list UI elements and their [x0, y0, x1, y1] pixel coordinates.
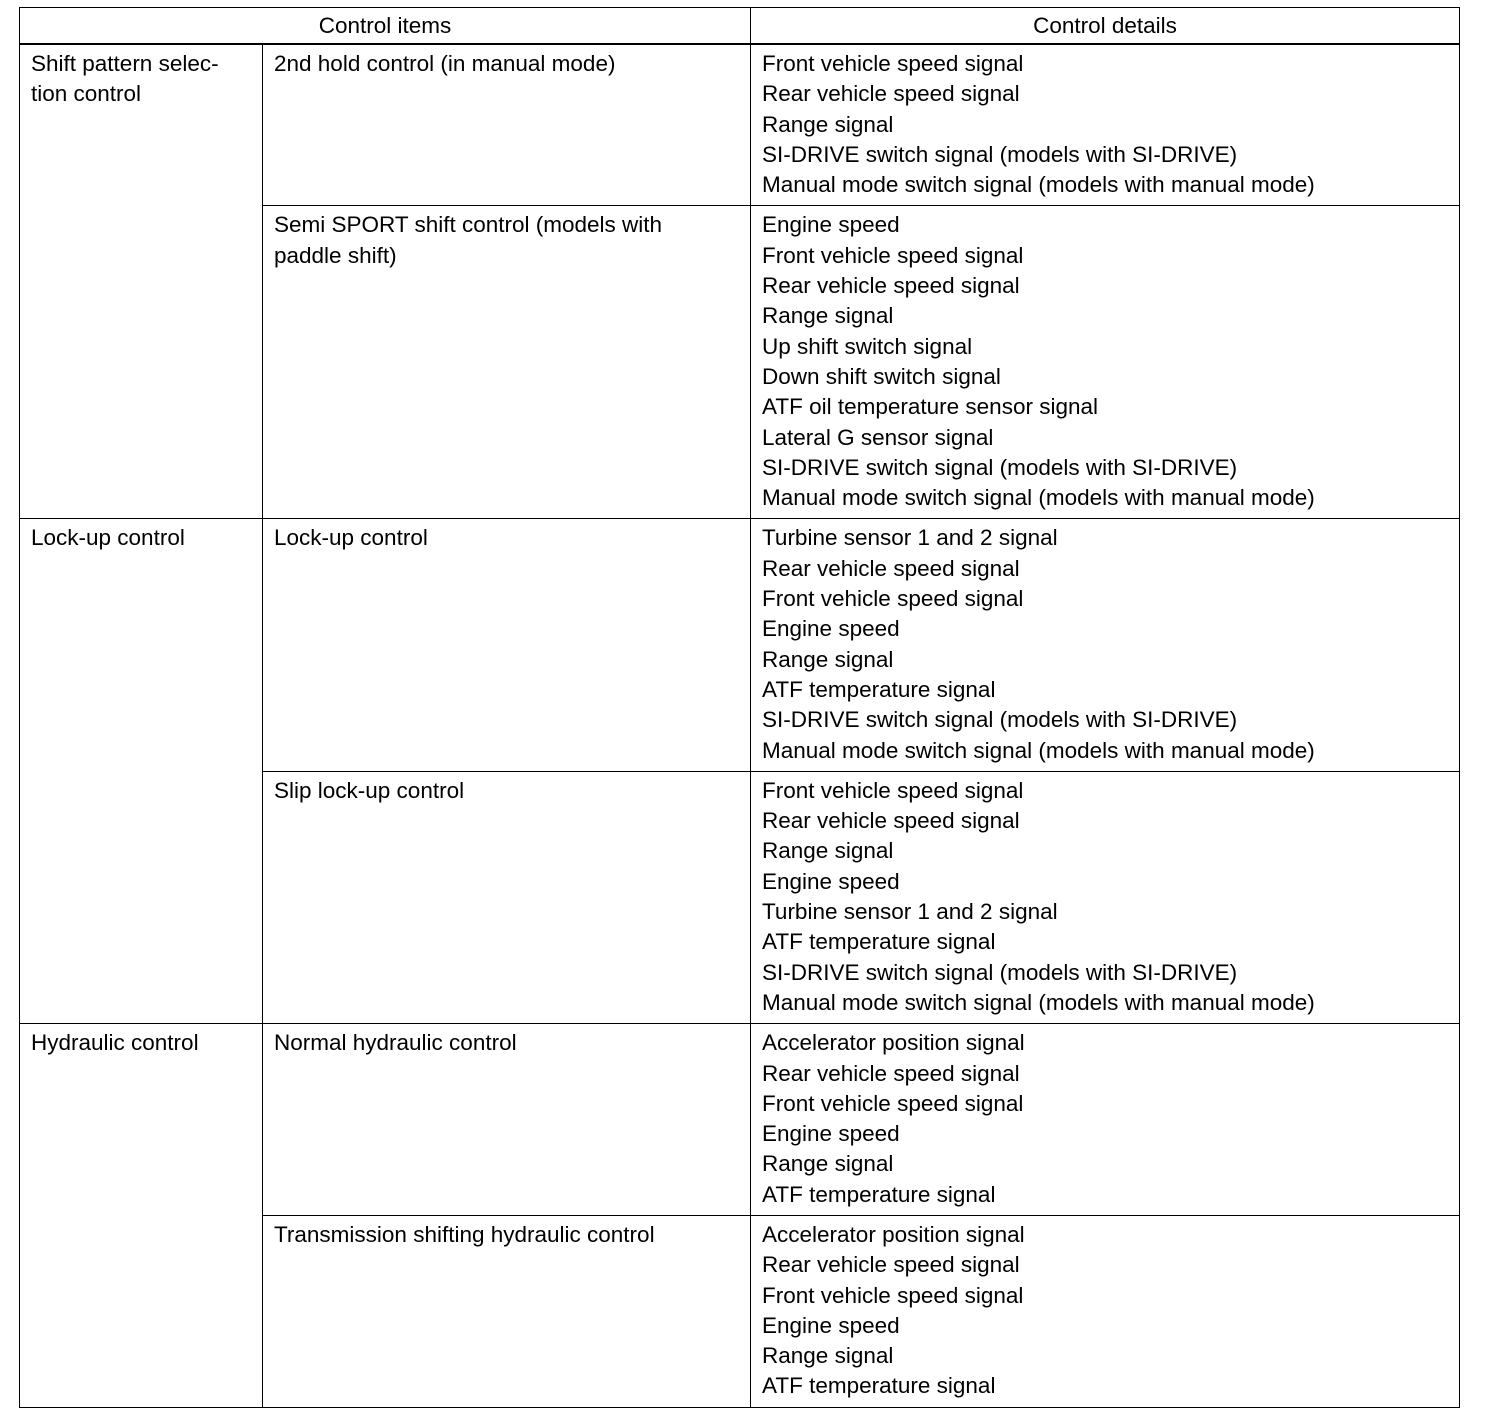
- control-detail-line: ATF temperature signal: [762, 1373, 996, 1399]
- control-detail-line: Rear vehicle speed signal: [762, 808, 1020, 834]
- control-detail-line: SI-DRIVE switch signal (models with SI-DRIVE): [762, 141, 1238, 167]
- control-details-cell: [751, 1215, 1460, 1407]
- table-row: [20, 44, 1460, 206]
- control-detail-line: Range signal: [762, 303, 894, 329]
- control-detail-line: Front vehicle speed signal: [762, 1090, 1024, 1116]
- text-line: Hydraulic control: [31, 1030, 199, 1056]
- control-detail-line: SI-DRIVE switch signal (models with SI-DRIVE): [762, 959, 1238, 985]
- control-detail-line: Rear vehicle speed signal: [762, 81, 1020, 107]
- control-detail-line: Turbine sensor 1 and 2 signal: [762, 899, 1058, 925]
- table-row: [20, 519, 1460, 771]
- control-item-cell: [263, 771, 751, 1023]
- text-line: paddle shift): [274, 242, 397, 268]
- control-table: [19, 7, 1460, 1408]
- control-detail-line: Manual mode switch signal (models with manual mode): [762, 172, 1315, 198]
- control-detail-line: Front vehicle speed signal: [762, 1282, 1024, 1308]
- text-line: Semi SPORT shift control (models with: [274, 212, 663, 238]
- control-detail-line: Engine speed: [762, 212, 900, 238]
- control-detail-line: Rear vehicle speed signal: [762, 273, 1020, 299]
- group-name: [31, 1028, 252, 1058]
- control-item-cell: [263, 519, 751, 771]
- control-detail-line: Front vehicle speed signal: [762, 777, 1024, 803]
- control-details-list: [762, 210, 1449, 513]
- control-item-name: [274, 523, 740, 553]
- text-line: Shift pattern selec-: [31, 51, 219, 76]
- control-detail-line: ATF temperature signal: [762, 676, 996, 702]
- control-detail-line: Rear vehicle speed signal: [762, 555, 1020, 581]
- table-header: [20, 8, 1460, 45]
- control-item-cell: [263, 44, 751, 206]
- control-details-list: [762, 49, 1449, 200]
- control-item-name: [274, 49, 740, 79]
- control-item-cell: [263, 1024, 751, 1216]
- group-name: [31, 523, 252, 553]
- control-detail-line: Range signal: [762, 646, 894, 672]
- control-detail-line: Range signal: [762, 111, 894, 137]
- control-detail-line: Accelerator position signal: [762, 1030, 1025, 1056]
- group-cell: [20, 519, 263, 1024]
- control-details-list: [762, 523, 1449, 765]
- control-detail-line: Manual mode switch signal (models with manual mode): [762, 989, 1315, 1015]
- control-details-cell: [751, 771, 1460, 1023]
- control-details-cell: [751, 519, 1460, 771]
- control-detail-line: Range signal: [762, 838, 894, 864]
- text-line: 2nd hold control (in manual mode): [274, 51, 616, 76]
- control-detail-line: Range signal: [762, 1343, 894, 1369]
- control-item-name: [274, 1028, 740, 1058]
- header-control-items: Control items: [20, 8, 751, 45]
- control-detail-line: Front vehicle speed signal: [762, 51, 1024, 76]
- control-detail-line: ATF temperature signal: [762, 929, 996, 955]
- control-detail-line: Rear vehicle speed signal: [762, 1252, 1020, 1278]
- header-row: [20, 8, 1460, 45]
- control-details-cell: [751, 1024, 1460, 1216]
- control-detail-line: ATF temperature signal: [762, 1181, 996, 1207]
- control-detail-line: Turbine sensor 1 and 2 signal: [762, 525, 1058, 551]
- control-detail-line: Up shift switch signal: [762, 333, 973, 359]
- text-line: Lock-up control: [274, 525, 428, 551]
- control-detail-line: ATF oil temperature sensor signal: [762, 394, 1098, 420]
- group-cell: [20, 44, 263, 519]
- control-details-list: [762, 1220, 1449, 1402]
- text-line: Lock-up control: [31, 525, 185, 551]
- text-line: Transmission shifting hydraulic control: [274, 1221, 655, 1247]
- control-detail-line: SI-DRIVE switch signal (models with SI-DRIVE): [762, 707, 1238, 733]
- control-detail-line: Engine speed: [762, 616, 900, 642]
- group-cell: [20, 1024, 263, 1408]
- text-line: Normal hydraulic control: [274, 1030, 517, 1056]
- control-detail-line: Engine speed: [762, 868, 900, 894]
- control-detail-line: Front vehicle speed signal: [762, 586, 1024, 612]
- control-item-name: [274, 210, 740, 271]
- text-line: Slip lock-up control: [274, 777, 465, 803]
- control-details-cell: [751, 206, 1460, 519]
- control-detail-line: Manual mode switch signal (models with manual mode): [762, 485, 1315, 511]
- table-row: [20, 1024, 1460, 1216]
- control-detail-line: Range signal: [762, 1151, 894, 1177]
- control-details-cell: [751, 44, 1460, 206]
- control-details-list: [762, 1028, 1449, 1210]
- control-detail-line: Manual mode switch signal (models with manual mode): [762, 737, 1315, 763]
- header-control-details: Control details: [751, 8, 1460, 45]
- group-name: [31, 49, 252, 110]
- table-body: [20, 44, 1460, 1407]
- control-detail-line: SI-DRIVE switch signal (models with SI-DRIVE): [762, 454, 1238, 480]
- control-details-list: [762, 776, 1449, 1018]
- control-detail-line: Front vehicle speed signal: [762, 242, 1024, 268]
- control-detail-line: Engine speed: [762, 1312, 900, 1338]
- control-item-name: [274, 776, 740, 806]
- control-item-name: [274, 1220, 740, 1250]
- control-item-cell: [263, 206, 751, 519]
- control-detail-line: Lateral G sensor signal: [762, 424, 994, 450]
- control-detail-line: Rear vehicle speed signal: [762, 1060, 1020, 1086]
- control-detail-line: Down shift switch signal: [762, 363, 1001, 389]
- control-detail-line: Accelerator position signal: [762, 1221, 1025, 1247]
- control-detail-line: Engine speed: [762, 1121, 900, 1147]
- text-line: tion control: [31, 81, 142, 107]
- control-item-cell: [263, 1215, 751, 1407]
